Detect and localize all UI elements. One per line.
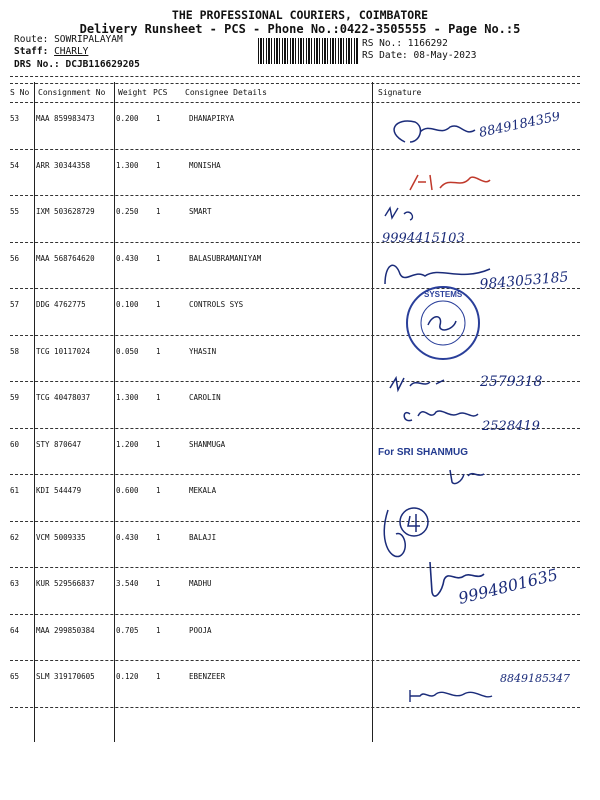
rs-date-line (362, 50, 476, 61)
cell-sno: 59 (10, 393, 20, 402)
drs-label: DRS No.: (14, 59, 60, 70)
signature-53 (380, 112, 580, 152)
cell-pcs: 1 (156, 300, 161, 309)
cell-consignee: CAROLIN (189, 393, 221, 402)
cell-weight: 0.600 (116, 486, 139, 495)
cell-consignment: DDG 4762775 (36, 300, 86, 309)
cell-sno: 56 (10, 253, 20, 263)
cell-consignee: MEKALA (189, 486, 217, 495)
rs-no-label: RS No.: (362, 38, 403, 49)
drs-line (14, 59, 140, 70)
signature-54 (380, 160, 580, 200)
company-stamp (398, 283, 488, 363)
cell-consignment: KUR 529566837 (36, 579, 95, 588)
cell-pcs: 1 (156, 532, 161, 542)
col-sno: S No (10, 88, 30, 97)
cell-weight: 1.300 (116, 393, 139, 402)
row-divider (10, 335, 580, 336)
cell-consignment: IXM 503628729 (36, 207, 95, 216)
table-row (0, 296, 600, 342)
signature-59 (380, 394, 580, 434)
shanmuga-stamp: For SRI SHANMUG (378, 447, 468, 458)
cell-sno: 58 (10, 346, 20, 356)
stamp-text: SYSTEMS (424, 290, 463, 299)
col-pcs: PCS (153, 88, 168, 97)
cell-pcs: 1 (156, 160, 161, 170)
cell-pcs: 1 (156, 625, 161, 635)
cell-sno: 63 (10, 579, 20, 588)
cell-weight: 0.100 (116, 300, 139, 309)
col-consignee: Consignee Details (185, 88, 267, 97)
cell-consignee: YHASIN (189, 346, 217, 356)
cell-consignee: MONISHA (189, 160, 221, 170)
cell-weight: 0.050 (116, 346, 139, 356)
divider (10, 102, 580, 103)
cell-consignment: STY 870647 (36, 439, 82, 449)
divider (10, 83, 580, 84)
cell-weight: 1.200 (116, 439, 139, 449)
company-title: THE PROFESSIONAL COURIERS, COIMBATORE (171, 8, 429, 22)
row-divider (10, 614, 580, 615)
cell-consignment: TCG 10117024 (36, 346, 91, 356)
cell-consignment: KDI 544479 (36, 486, 82, 495)
sig-58-phone: 2579318 (480, 374, 543, 390)
rs-date-label: RS Date: (362, 50, 408, 61)
signature-63 (380, 552, 580, 612)
table-row (0, 622, 600, 668)
staff-line (14, 46, 88, 57)
cell-weight: 0.250 (116, 207, 139, 216)
row-divider (10, 660, 580, 661)
cell-sno: 54 (10, 160, 20, 170)
cell-weight: 0.430 (116, 532, 139, 542)
rs-date-value: 08-May-2023 (413, 50, 477, 61)
cell-consignee: SMART (189, 207, 212, 216)
cell-pcs: 1 (156, 393, 161, 402)
signature-60 (380, 452, 580, 492)
cell-consignment: MAA 859983473 (36, 114, 95, 123)
cell-sno: 57 (10, 300, 20, 309)
cell-consignee: DHANAPIRYA (189, 114, 235, 123)
cell-pcs: 1 (156, 579, 161, 588)
divider (10, 76, 580, 77)
cell-sno: 61 (10, 486, 20, 495)
sig-59-phone: 2528419 (482, 419, 540, 434)
cell-consignee: EBENZEER (189, 672, 226, 681)
cell-pcs: 1 (156, 207, 161, 216)
rs-no-value: 1166292 (407, 38, 448, 49)
cell-consignee: BALAJI (189, 532, 217, 542)
barcode (258, 38, 358, 64)
cell-pcs: 1 (156, 439, 161, 449)
sig-56-phone: 9843053185 (478, 269, 570, 293)
cell-consignment: MAA 299850384 (36, 625, 95, 635)
cell-weight: 0.120 (116, 672, 139, 681)
col-consignment: Consignment No (38, 88, 106, 97)
cell-consignment: VCM 5009335 (36, 532, 86, 542)
sig-65-phone: 8849185347 (500, 672, 570, 685)
cell-consignment: SLM 319170605 (36, 672, 95, 681)
cell-consignee: CONTROLS SYS (189, 300, 244, 309)
route-line (14, 34, 123, 45)
staff-value: CHARLY (54, 46, 89, 57)
cell-pcs: 1 (156, 486, 161, 495)
staff-label: Staff: (14, 46, 49, 57)
route-label: Route: (14, 34, 49, 45)
cell-pcs: 1 (156, 253, 161, 263)
cell-weight: 1.300 (116, 160, 139, 170)
cell-consignee: BALASUBRAMANIYAM (189, 253, 262, 263)
rs-no-line (362, 38, 448, 49)
cell-sno: 64 (10, 625, 20, 635)
cell-weight: 0.705 (116, 625, 139, 635)
cell-sno: 65 (10, 672, 20, 681)
cell-pcs: 1 (156, 114, 161, 123)
sig-53-phone: 8849184359 (477, 112, 562, 141)
cell-sno: 62 (10, 532, 20, 542)
signature-65 (380, 670, 580, 710)
runsheet-subtitle: Delivery Runsheet - PCS - Phone No.:0422-3505555 - Page No.:5 (79, 22, 521, 36)
cell-consignment: MAA 568764620 (36, 253, 95, 263)
cell-consignment: ARR 30344358 (36, 160, 91, 170)
cell-consignment: TCG 40478037 (36, 393, 91, 402)
route-value: SOWRIPALAYAM (54, 34, 123, 45)
signature-55 (380, 204, 580, 244)
cell-weight: 3.540 (116, 579, 139, 588)
drs-value: DCJB116629205 (65, 59, 140, 70)
cell-pcs: 1 (156, 672, 161, 681)
sig-55-phone: 9994415103 (382, 231, 465, 246)
cell-sno: 53 (10, 114, 20, 123)
col-signature: Signature (378, 88, 422, 97)
sig-63-phone: 9994801635 (456, 564, 560, 608)
cell-consignee: SHANMUGA (189, 439, 226, 449)
col-weight: Weight (118, 88, 147, 97)
cell-consignee: MADHU (189, 579, 212, 588)
cell-sno: 55 (10, 207, 20, 216)
cell-sno: 60 (10, 439, 20, 449)
cell-weight: 0.200 (116, 114, 139, 123)
cell-weight: 0.430 (116, 253, 139, 263)
cell-consignee: POOJA (189, 625, 212, 635)
cell-pcs: 1 (156, 346, 161, 356)
